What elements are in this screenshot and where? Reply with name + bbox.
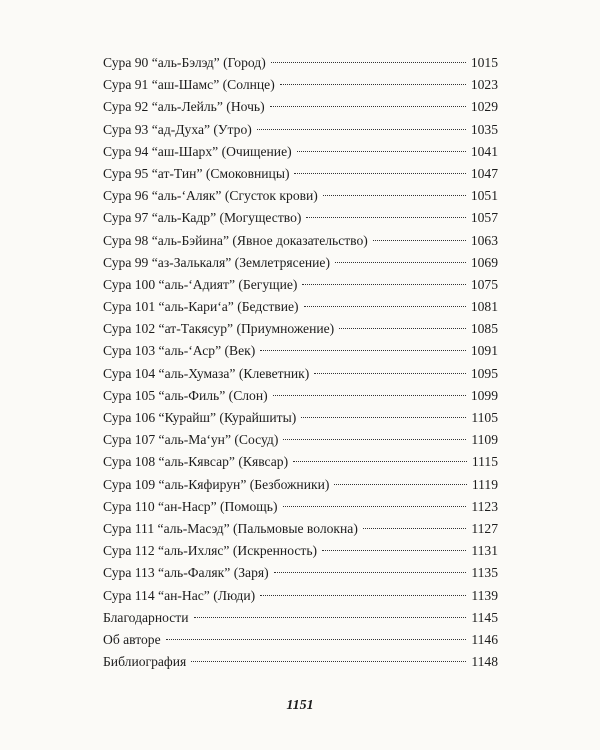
toc-entry-title: Сура 97 “аль-Кадр” (Могущество) [103,210,302,226]
dot-leader [297,151,466,152]
dot-leader [273,395,466,396]
toc-entry-page: 1139 [471,587,498,603]
toc-entry-page: 1115 [471,454,498,470]
toc-entry-title: Сура 106 “Курайш” (Курайшиты) [103,410,297,425]
toc-entry-title: Сура 101 “аль-Кари‘а” (Бедствие) [103,299,299,315]
toc-entry-title: Об авторе [103,631,161,647]
toc-entry [103,429,498,451]
toc-entry-title: Сура 112 “аль-Ихляс” (Искренность) [103,543,318,559]
toc-entry [103,540,498,562]
toc-entry-page: 1145 [471,609,498,625]
dot-leader [322,550,466,551]
toc-entry [103,451,498,473]
dot-leader [260,350,466,351]
toc-entry-page: 1029 [470,99,498,115]
toc-entry [103,141,498,163]
toc-entry-page: 1123 [471,498,498,514]
toc-entry-page: 1099 [470,387,498,403]
toc-entry-page: 1146 [471,631,498,647]
toc-entry [103,185,498,207]
toc-entry [103,340,498,362]
toc-entry [103,96,498,118]
toc-entry-title: Сура 98 “аль-Бэйина” (Явное доказательство) [103,232,368,248]
toc-entry-page: 1095 [470,365,498,381]
toc-entry [103,407,498,429]
dot-leader [280,84,466,85]
toc-entry-page: 1148 [471,654,498,670]
toc-entry-page: 1091 [470,343,498,359]
toc-entry-title: Сура 105 “аль-Филь” (Слон) [103,387,268,403]
dot-leader [271,62,466,63]
toc-entry-page: 1051 [470,188,498,204]
toc-entry-title: Сура 104 “аль-Хумаза” (Клеветник) [103,365,310,381]
toc-entry-page: 1063 [470,232,498,248]
toc-entry [103,585,498,607]
dot-leader [363,528,466,529]
toc-entry [103,474,498,496]
toc-entry-title: Сура 90 “аль-Бэлэд” (Город) [103,55,266,70]
table-of-contents [103,52,498,673]
toc-entry-page: 1105 [471,410,498,425]
toc-entry-page: 1015 [470,55,498,70]
toc-entry-title: Сура 108 “аль-Кявсар” (Кявсар) [103,454,289,470]
toc-entry-title: Сура 100 “аль-‘Адият” (Бегущие) [103,276,298,292]
dot-leader [194,617,467,618]
dot-leader [302,284,465,285]
toc-entry-page: 1035 [470,121,498,137]
toc-entry-title: Сура 94 “аш-Шарх” (Очищение) [103,143,292,159]
toc-entry-title: Сура 111 “аль-Масэд” (Пальмовые волокна) [103,520,358,536]
toc-entry-page: 1109 [471,432,498,448]
toc-entry-title: Сура 110 “ан-Наср” (Помощь) [103,498,278,514]
toc-entry-page: 1075 [470,276,498,292]
page-number: 1151 [286,698,314,713]
toc-entry [103,518,498,540]
toc-entry [103,296,498,318]
toc-entry-page: 1119 [471,476,498,492]
toc-entry [103,74,498,96]
dot-leader [314,373,466,374]
dot-leader [306,217,465,218]
dot-leader [335,262,466,263]
toc-entry [103,607,498,629]
toc-entry-title: Сура 95 “ат-Тин” (Смоковницы) [103,165,290,181]
toc-entry-title: Сура 107 “аль-Ма‘ун” (Сосуд) [103,432,279,448]
dot-leader [260,595,466,596]
toc-entry-title: Сура 114 “ан-Нас” (Люди) [103,587,256,603]
toc-entry [103,207,498,229]
dot-leader [323,195,466,196]
toc-entry [103,252,498,274]
toc-entry-title: Сура 91 “аш-Шамс” (Солнце) [103,77,275,93]
dot-leader [274,572,467,573]
toc-entry [103,629,498,651]
toc-entry [103,163,498,185]
toc-entry-title: Сура 113 “аль-Фаляк” (Заря) [103,565,269,581]
toc-entry-page: 1047 [470,165,498,181]
toc-entry [103,363,498,385]
toc-entry [103,52,498,74]
dot-leader [257,129,466,130]
dot-leader [294,173,465,174]
dot-leader [283,439,466,440]
toc-entry-page: 1041 [470,143,498,159]
toc-entry [103,496,498,518]
toc-entry-page: 1085 [470,321,498,337]
dot-leader [283,506,467,507]
toc-entry-page: 1135 [471,565,498,581]
toc-entry [103,274,498,296]
dot-leader [334,484,466,485]
toc-entry-page: 1023 [470,77,498,93]
toc-entry [103,230,498,252]
dot-leader [293,461,467,462]
toc-entry-page: 1131 [471,543,498,559]
toc-entry-title: Сура 103 “аль-‘Аср” (Век) [103,343,256,359]
dot-leader [373,240,466,241]
dot-leader [270,106,466,107]
toc-entry-title: Сура 96 “аль-‘Аляк” (Сгусток крови) [103,188,318,204]
toc-entry-page: 1081 [470,299,498,315]
toc-entry [103,318,498,340]
toc-entry-page: 1069 [470,254,498,270]
dot-leader [339,328,466,329]
dot-leader [304,306,466,307]
dot-leader [166,639,467,640]
dot-leader [191,661,466,662]
toc-entry-page: 1057 [470,210,498,226]
toc-entry-title: Библиография [103,654,187,670]
toc-entry-page: 1127 [471,520,498,536]
toc-entry [103,651,498,673]
toc-entry-title: Сура 102 “ат-Такясур” (Приумножение) [103,321,335,337]
toc-entry [103,562,498,584]
toc-entry-title: Сура 99 “аз-Залькаля” (Землетрясение) [103,254,330,270]
toc-entry [103,385,498,407]
toc-entry-title: Сура 93 “ад-Духа” (Утро) [103,121,252,137]
toc-entry-title: Сура 109 “аль-Кяфирун” (Безбожники) [103,476,330,492]
toc-entry-title: Сура 92 “аль-Лейль” (Ночь) [103,99,265,115]
toc-entry-title: Благодарности [103,609,189,625]
toc-entry [103,119,498,141]
dot-leader [301,417,466,418]
